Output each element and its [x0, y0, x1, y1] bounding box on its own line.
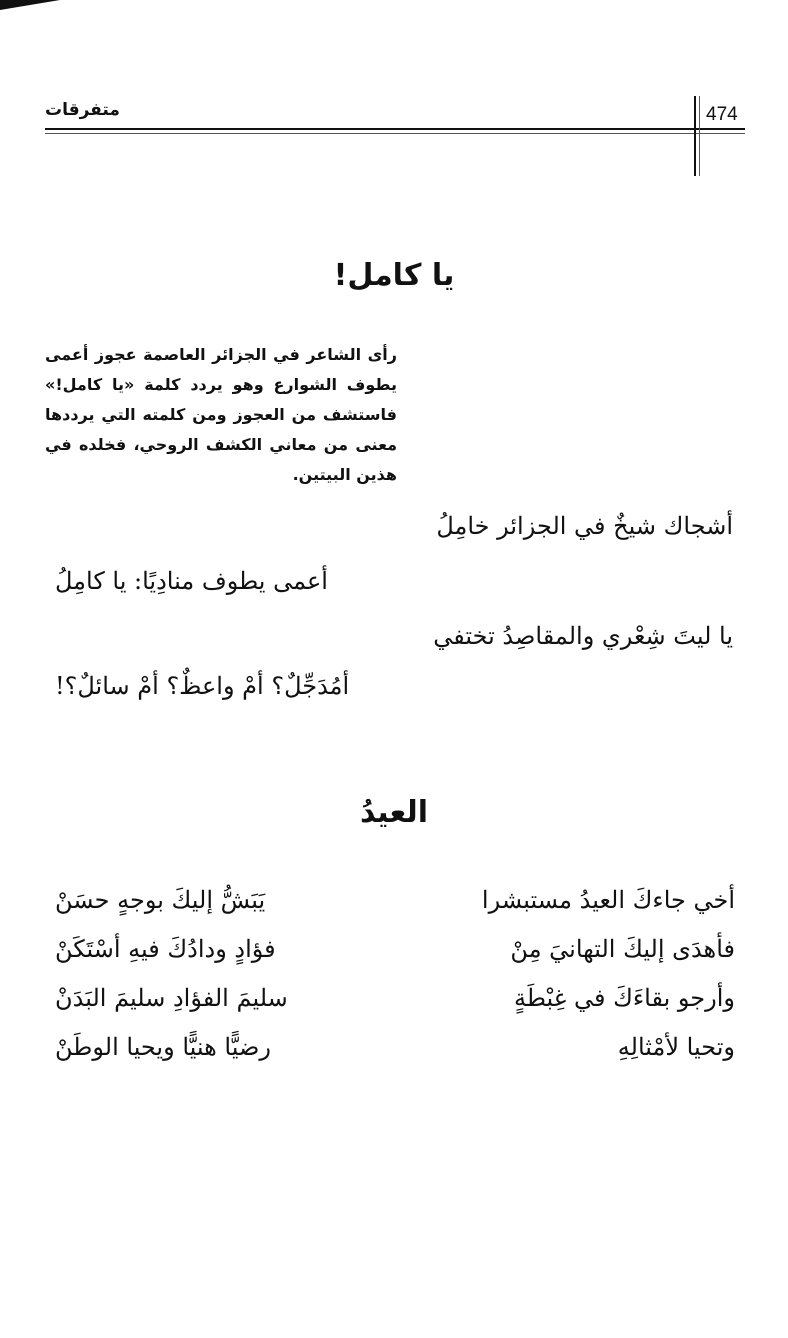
section-title-eid: العيدُ [359, 795, 429, 830]
header-vertical-rule [694, 96, 696, 176]
couplet-first-hemistich: وتحيا لأمْثالِهِ [617, 1033, 735, 1061]
page-number: 474 [706, 104, 738, 125]
couplet-second-hemistich: سليمَ الفؤادِ سليمَ البَدَنْ [55, 984, 288, 1012]
couplet-row [55, 984, 735, 1032]
page-header [0, 0, 788, 180]
couplet-first-hemistich: فأهدَى إليكَ التهانيَ مِنْ [510, 935, 735, 963]
verse-line: أمُدَجِّلٌ؟ أمْ واعظٌ؟ أمْ سائلٌ؟! [55, 672, 350, 700]
couplet-row [55, 935, 735, 983]
running-title: متفرقات [45, 100, 120, 120]
couplet-second-hemistich: يَبَشُّ إليكَ بوجهٍ حسَنْ [55, 886, 266, 914]
couplet-row [55, 886, 735, 934]
couplet-second-hemistich: رضيًّا هنيًّا ويحيا الوطَنْ [55, 1033, 271, 1061]
intro-paragraph: رأى الشاعر في الجزائر العاصمة عجوز أعمى يطوف الشوارع وهو يردد كلمة «يا كامل!» فاستشف من العجوز ومن كلمته التي يرددها معنى من معاني الكشف الروحي، فخلده في هذين البيتين. [45, 345, 397, 484]
verse-line: أعمى يطوف منادِيًا: يا كامِلُ [55, 567, 328, 595]
couplet-first-hemistich: أخي جاءكَ العيدُ مستبشرا [481, 886, 735, 914]
couplet-row [55, 1033, 735, 1081]
header-rule [45, 128, 745, 130]
header-vertical-rule-thin [699, 96, 700, 176]
couplet-first-hemistich: وأرجو بقاءَكَ في غِبْطَةٍ [514, 984, 735, 1012]
verse-line: أشجاك شيخٌ في الجزائر خامِلُ [436, 512, 733, 540]
header-rule-thin [45, 133, 745, 134]
couplet-second-hemistich: فؤادٍ ودادُكَ فيهِ أسْتَكَنْ [55, 935, 276, 963]
verse-line: يا ليتَ شِعْري والمقاصِدُ تختفي [433, 622, 733, 650]
section-title-ya-kamil: يا كامل! [333, 258, 455, 293]
